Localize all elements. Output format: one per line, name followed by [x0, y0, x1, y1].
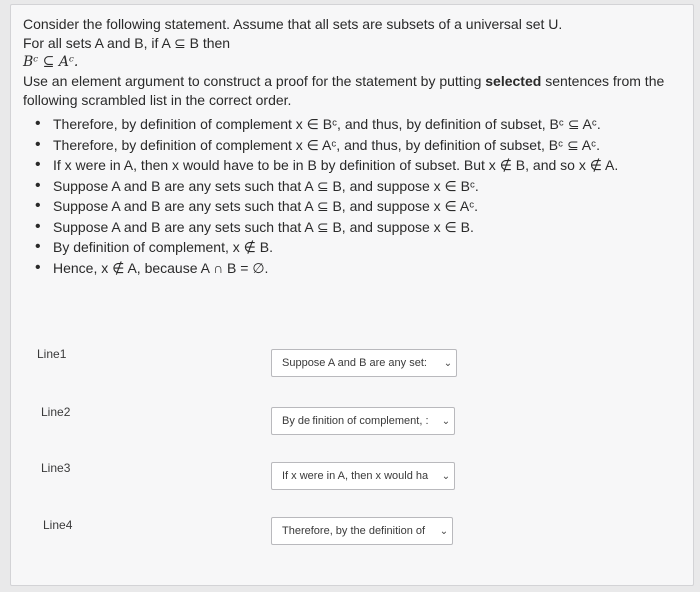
- question-conclusion: Bᶜ ⊆ Aᶜ.: [23, 54, 79, 70]
- bullet-icon: •: [35, 115, 41, 132]
- list-item: • Therefore, by definition of complement x ∈ Bᶜ, and thus, by definition of subset, Bᶜ ⊆ Aᶜ.: [23, 114, 673, 135]
- chevron-down-icon: ⌄: [441, 470, 451, 482]
- list-item: • Suppose A and B are any sets such that A ⊆ B, and suppose x ∈ Aᶜ.: [23, 196, 673, 217]
- list-item: • Hence, x ∉ A, because A ∩ B = ∅.: [23, 258, 673, 279]
- scrambled-list: [23, 114, 673, 278]
- line1-label: Line1: [37, 347, 67, 361]
- instructions-bold: selected: [485, 73, 542, 89]
- question-card: [10, 4, 694, 586]
- line2-select[interactable]: [271, 407, 455, 435]
- bullet-icon: •: [35, 156, 41, 173]
- line2-label: Line2: [41, 405, 71, 419]
- line3-select[interactable]: [271, 462, 455, 490]
- line2-selected-text: By de finition of complement, :: [282, 415, 429, 427]
- line4-selected-text: Therefore, by the definition of: [282, 525, 426, 537]
- instructions-part-a: Use an element argument to construct a proof for the statement by putting: [23, 73, 486, 89]
- question-intro: Consider the following statement. Assume that all sets are subsets of a universal set U.: [23, 16, 563, 32]
- question-text: [23, 15, 673, 278]
- line4-select[interactable]: [271, 517, 453, 545]
- list-item: • Suppose A and B are any sets such that A ⊆ B, and suppose x ∈ Bᶜ.: [23, 176, 673, 197]
- bullet-icon: •: [35, 258, 41, 276]
- bullet-icon: •: [35, 176, 41, 194]
- chevron-down-icon: ⌄: [441, 415, 451, 427]
- line3-selected-text: If x were in A, then x would ha: [282, 470, 429, 482]
- list-item: • Suppose A and B are any sets such that A ⊆ B, and suppose x ∈ B.: [23, 217, 673, 238]
- chevron-down-icon: ⌄: [443, 357, 453, 369]
- bullet-icon: •: [35, 197, 41, 214]
- list-item: • By definition of complement, x ∉ B.: [23, 237, 673, 258]
- line4-label: Line4: [43, 518, 73, 532]
- list-item: • If x were in A, then x would have to be in B by definition of subset. But x ∉ B, and so x ∉ A.: [23, 155, 673, 176]
- list-item: • Therefore, by definition of complement x ∈ Aᶜ, and thus, by definition of subset, Bᶜ ⊆ Aᶜ.: [23, 135, 673, 156]
- chevron-down-icon: ⌄: [439, 525, 449, 537]
- question-statement: For all sets A and B, if A ⊆ B then: [23, 35, 231, 51]
- line3-label: Line3: [41, 461, 71, 475]
- bullet-icon: •: [35, 217, 41, 235]
- bullet-icon: •: [35, 238, 41, 255]
- question-instructions: [23, 72, 673, 110]
- instructions-part-b: sentences from the following scrambled list in the correct order.: [23, 73, 665, 108]
- line1-selected-text: Suppose A and B are any set:: [282, 357, 427, 369]
- line1-select[interactable]: [271, 349, 457, 377]
- bullet-icon: •: [35, 135, 41, 153]
